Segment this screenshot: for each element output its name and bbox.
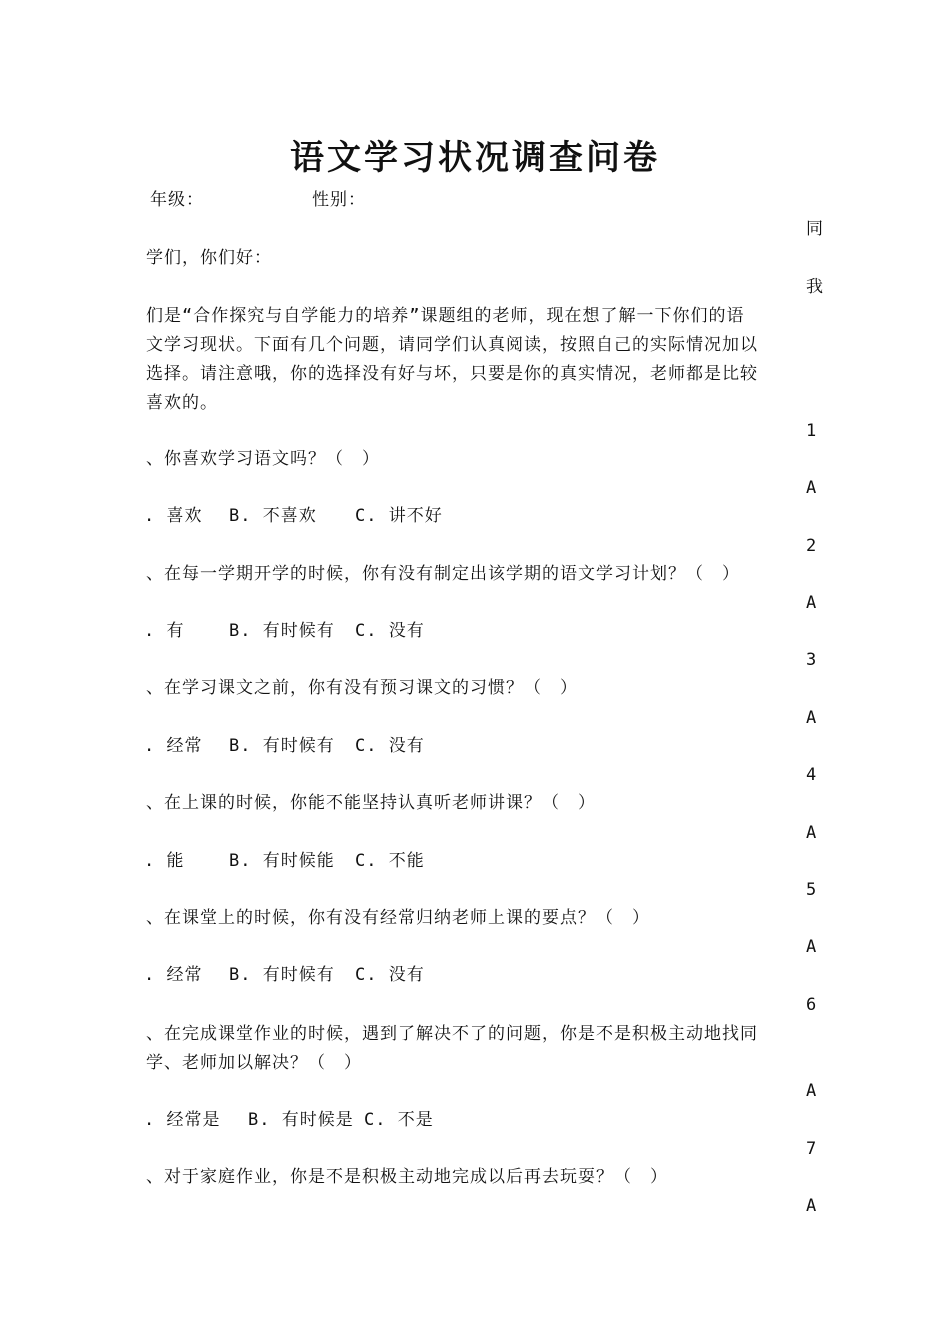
intro-paragraph — [146, 302, 806, 418]
q6-option-a[interactable]: . 经常是 — [144, 1110, 221, 1130]
margin-char: 2 — [806, 536, 818, 556]
q1-option-c[interactable]: C. 讲不好 — [355, 506, 443, 526]
margin-char: A — [806, 823, 818, 843]
margin-char: A — [806, 1081, 818, 1101]
margin-char: 4 — [806, 765, 818, 785]
margin-char: 6 — [806, 995, 818, 1015]
q3-option-a[interactable]: . 经常 — [144, 736, 203, 756]
gender-label: 性别： — [312, 190, 366, 210]
q5-option-c[interactable]: C. 没有 — [355, 965, 425, 985]
greeting: 学们，你们好： — [146, 248, 272, 268]
margin-char: 我 — [806, 277, 824, 297]
margin-char: 1 — [806, 421, 818, 441]
question-7: 、对于家庭作业，你是不是积极主动地完成以后再去玩耍？（ ） — [146, 1167, 668, 1187]
q4-option-a[interactable]: . 能 — [144, 851, 185, 871]
page-title: 语文学习状况调查问卷 — [290, 138, 660, 178]
q1-option-b[interactable]: B. 不喜欢 — [229, 506, 317, 526]
q5-option-a[interactable]: . 经常 — [144, 965, 203, 985]
question-3: 、在学习课文之前，你有没有预习课文的习惯？（ ） — [146, 678, 578, 698]
margin-char: A — [806, 1196, 818, 1216]
q4-option-c[interactable]: C. 不能 — [355, 851, 425, 871]
intro-line: 们是“合作探究与自学能力的培养”课题组的老师，现在想了解一下你们的语 — [146, 306, 745, 326]
q6-option-b[interactable]: B. 有时候是 — [248, 1110, 354, 1130]
q2-option-c[interactable]: C. 没有 — [355, 621, 425, 641]
question-1: 、你喜欢学习语文吗？（ ） — [146, 449, 380, 469]
q2-option-a[interactable]: . 有 — [144, 621, 185, 641]
question-6-line: 学、老师加以解决？（ ） — [146, 1053, 362, 1073]
q1-option-a[interactable]: . 喜欢 — [144, 506, 203, 526]
q6-option-c[interactable]: C. 不是 — [364, 1110, 434, 1130]
q4-option-b[interactable]: B. 有时候能 — [229, 851, 335, 871]
margin-char: A — [806, 593, 818, 613]
question-6 — [146, 1020, 758, 1078]
grade-label: 年级： — [150, 190, 204, 210]
q2-option-b[interactable]: B. 有时候有 — [229, 621, 335, 641]
question-2: 、在每一学期开学的时候，你有没有制定出该学期的语文学习计划？（ ） — [146, 564, 740, 584]
question-6-line: 、在完成课堂作业的时候，遇到了解决不了的问题，你是不是积极主动地找同 — [146, 1024, 758, 1044]
margin-char: A — [806, 478, 818, 498]
margin-char: 5 — [806, 880, 818, 900]
intro-line: 选择。请注意哦，你的选择没有好与坏，只要是你的真实情况，老师都是比较 — [146, 364, 758, 384]
margin-char: A — [806, 937, 818, 957]
margin-char: A — [806, 708, 818, 728]
margin-char: 7 — [806, 1139, 818, 1159]
intro-line: 喜欢的。 — [146, 393, 218, 413]
margin-char: 同 — [806, 219, 824, 239]
question-5: 、在课堂上的时候，你有没有经常归纳老师上课的要点？（ ） — [146, 908, 650, 928]
question-4: 、在上课的时候，你能不能坚持认真听老师讲课？（ ） — [146, 793, 596, 813]
q5-option-b[interactable]: B. 有时候有 — [229, 965, 335, 985]
q3-option-b[interactable]: B. 有时候有 — [229, 736, 335, 756]
intro-line: 文学习现状。下面有几个问题，请同学们认真阅读，按照自己的实际情况加以 — [146, 335, 758, 355]
margin-char: 3 — [806, 650, 818, 670]
q3-option-c[interactable]: C. 没有 — [355, 736, 425, 756]
